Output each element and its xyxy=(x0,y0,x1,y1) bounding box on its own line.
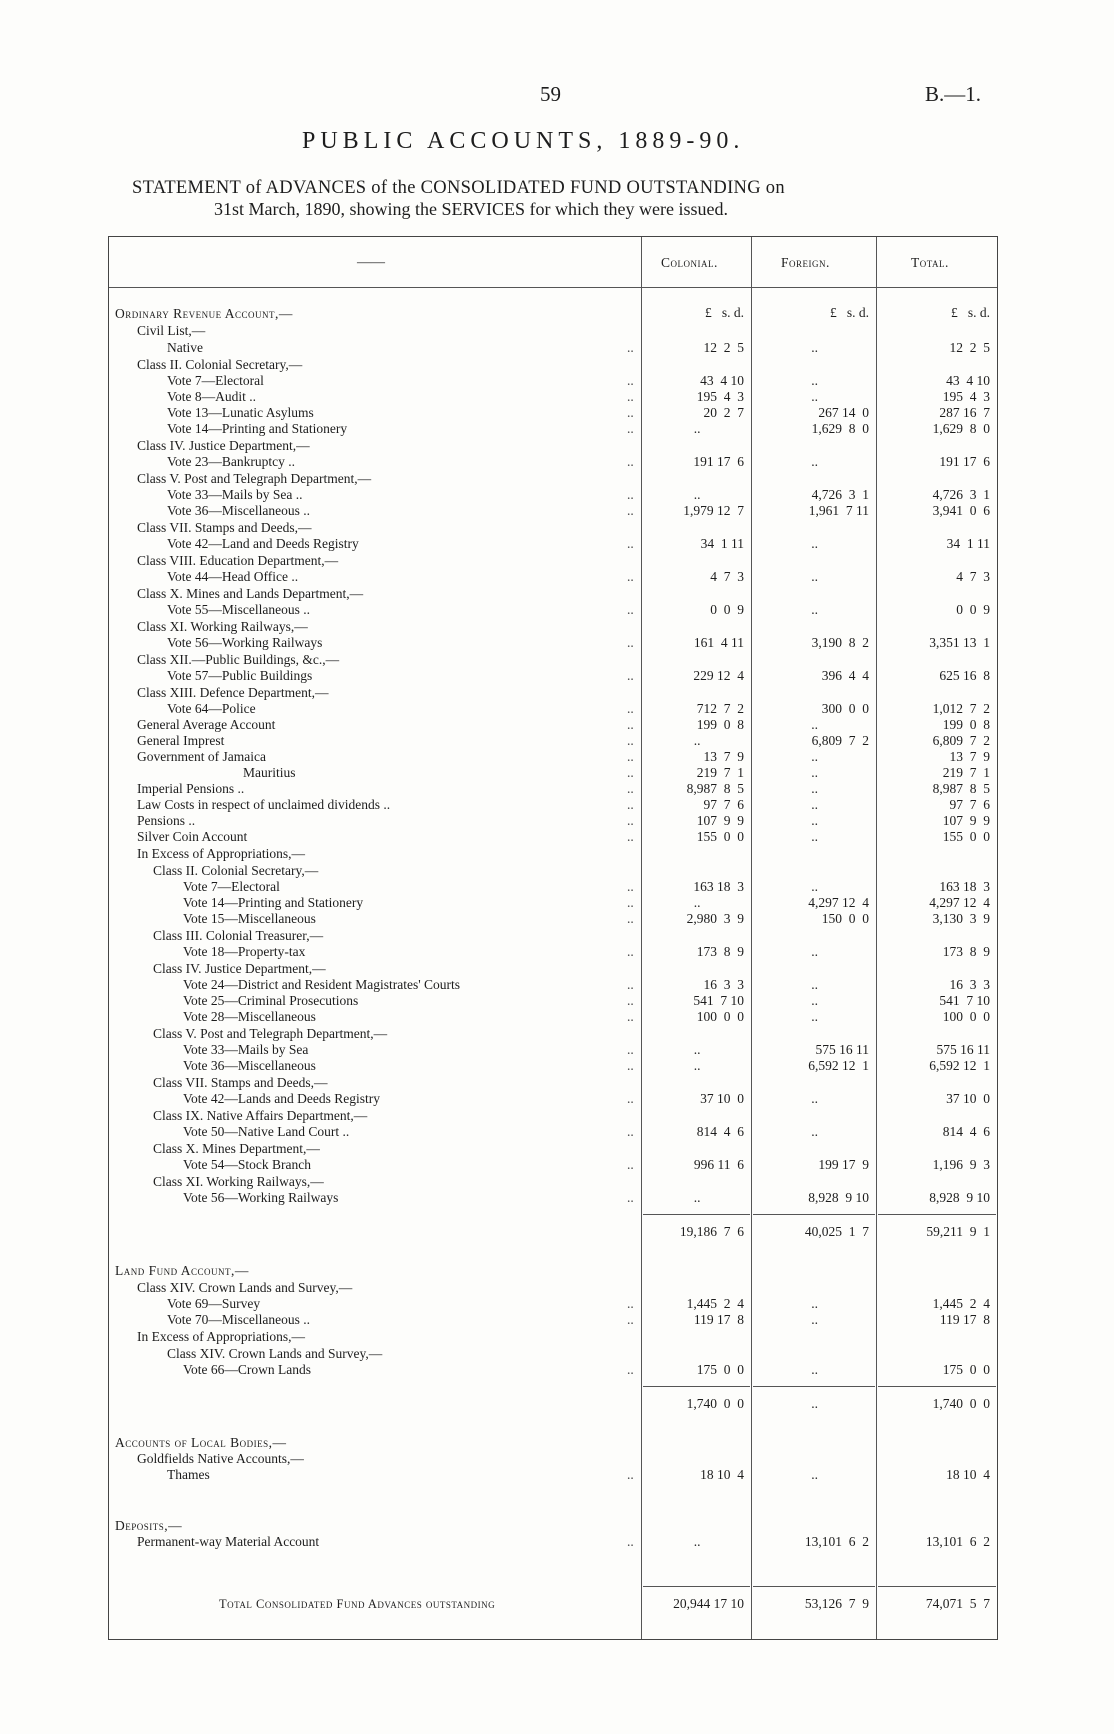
colonial-amount: 34 1 11 xyxy=(700,536,744,551)
foreign-amount: 1,961 7 11 xyxy=(808,503,869,518)
foreign-amount: .. xyxy=(811,602,818,617)
leader-dots: .. xyxy=(627,1009,634,1024)
row-label: Class V. Post and Telegraph Department,— xyxy=(153,1026,388,1041)
total-amount: 1,445 2 4 xyxy=(932,1296,990,1311)
leader-dots: .. xyxy=(627,373,634,388)
foreign-amount: .. xyxy=(811,373,818,388)
foreign-amount: 150 0 0 xyxy=(821,911,869,926)
row-label: Mauritius xyxy=(243,765,296,780)
row-label: Vote 44—Head Office .. xyxy=(167,569,299,584)
foreign-amount: 6,592 12 1 xyxy=(808,1058,869,1073)
row-label: Class X. Mines Department,— xyxy=(153,1141,320,1156)
column-rule xyxy=(876,237,877,1639)
column-rule xyxy=(751,237,752,1639)
foreign-amount: .. xyxy=(811,993,818,1008)
row-label: Class VIII. Education Department,— xyxy=(137,553,339,568)
leader-dots: .. xyxy=(627,977,634,992)
row-label: Class II. Colonial Secretary,— xyxy=(153,863,319,878)
grand-total-label: Total Consolidated Fund Advances outstanding xyxy=(219,1597,496,1611)
foreign-amount: 300 0 0 xyxy=(821,701,869,716)
foreign-amount: .. xyxy=(811,717,818,732)
total-amount: 173 8 9 xyxy=(942,944,990,959)
sum-rule xyxy=(878,1586,996,1587)
leader-dots: .. xyxy=(627,421,634,436)
row-label: Vote 56—Working Railways xyxy=(183,1190,339,1205)
colonial-amount: 155 0 0 xyxy=(696,829,744,844)
foreign-amount: .. xyxy=(811,340,818,355)
foreign-amount: 40,025 1 7 xyxy=(804,1224,869,1239)
row-label: Pensions .. xyxy=(137,813,196,828)
colonial-amount: 163 18 3 xyxy=(693,879,744,894)
foreign-amount: 199 17 9 xyxy=(818,1157,869,1172)
total-amount: 191 17 6 xyxy=(939,454,990,469)
row-label: Class IV. Justice Department,— xyxy=(137,438,310,453)
colonial-amount: 2,980 3 9 xyxy=(686,911,744,926)
row-label: Civil List,— xyxy=(137,323,206,338)
row-label: General Average Account xyxy=(137,717,276,732)
total-amount: 37 10 0 xyxy=(946,1091,990,1106)
row-label: General Imprest xyxy=(137,733,225,748)
row-label: Vote 14—Printing and Stationery xyxy=(167,421,348,436)
total-amount: 155 0 0 xyxy=(942,829,990,844)
row-label: Vote 57—Public Buildings xyxy=(167,668,313,683)
row-label: Vote 56—Working Railways xyxy=(167,635,323,650)
leader-dots: .. xyxy=(627,389,634,404)
row-label: Class XIII. Defence Department,— xyxy=(137,685,329,700)
leader-dots: .. xyxy=(627,1312,634,1327)
leader-dots: .. xyxy=(627,569,634,584)
row-label: Vote 66—Crown Lands xyxy=(183,1362,311,1377)
row-label: Class V. Post and Telegraph Department,— xyxy=(137,471,372,486)
row-label: Class X. Mines and Lands Department,— xyxy=(137,586,364,601)
total-amount: 541 7 10 xyxy=(939,993,990,1008)
leader-dots: .. xyxy=(627,1042,634,1057)
row-label: Vote 33—Mails by Sea .. xyxy=(167,487,303,502)
total-amount: 100 0 0 xyxy=(942,1009,990,1024)
row-label: In Excess of Appropriations,— xyxy=(137,1329,305,1344)
leader-dots: .. xyxy=(627,1296,634,1311)
colonial-amount: 814 4 6 xyxy=(696,1124,744,1139)
total-amount: 199 0 8 xyxy=(942,717,990,732)
colonial-amount: 8,987 8 5 xyxy=(686,781,744,796)
leader-dots: .. xyxy=(627,765,634,780)
total-amount: 4 7 3 xyxy=(956,569,990,584)
total-amount: 8,987 8 5 xyxy=(932,781,990,796)
leader-dots: .. xyxy=(627,340,634,355)
statement-subtitle: 31st March, 1890, showing the SERVICES for which they were issued. xyxy=(214,199,728,219)
foreign-amount: 8,928 9 10 xyxy=(808,1190,869,1205)
foreign-amount: .. xyxy=(811,977,818,992)
foreign-amount: 267 14 0 xyxy=(818,405,869,420)
header-foreign: Foreign. xyxy=(781,255,830,270)
total-amount: 575 16 11 xyxy=(936,1042,990,1057)
leader-dots: .. xyxy=(627,895,634,910)
sum-rule xyxy=(753,1214,875,1215)
leader-dots: .. xyxy=(627,717,634,732)
row-label: Vote 13—Lunatic Asylums xyxy=(167,405,314,420)
foreign-amount: .. xyxy=(811,781,818,796)
row-label: Native xyxy=(167,340,203,355)
total-amount: 34 1 11 xyxy=(946,536,990,551)
colonial-amount: 4 7 3 xyxy=(710,569,744,584)
row-label: Vote 7—Electoral xyxy=(167,373,264,388)
foreign-amount: .. xyxy=(811,1091,818,1106)
colonial-amount: 1,445 2 4 xyxy=(686,1296,744,1311)
foreign-amount: .. xyxy=(811,944,818,959)
foreign-amount: 396 4 4 xyxy=(821,668,869,683)
leader-dots: .. xyxy=(627,1190,634,1205)
total-amount: 4,297 12 4 xyxy=(929,895,990,910)
row-label: Vote 36—Miscellaneous xyxy=(183,1058,316,1073)
foreign-amount: .. xyxy=(811,813,818,828)
row-label: Class IX. Native Affairs Department,— xyxy=(153,1108,368,1123)
foreign-amount: 53,126 7 9 xyxy=(804,1596,869,1611)
advances-table xyxy=(108,236,998,1640)
row-label: Vote 14—Printing and Stationery xyxy=(183,895,364,910)
foreign-amount: .. xyxy=(811,749,818,764)
total-amount: 107 9 9 xyxy=(942,813,990,828)
colonial-amount: 43 4 10 xyxy=(700,373,744,388)
row-label: Vote 7—Electoral xyxy=(183,879,280,894)
colonial-amount: 20 2 7 xyxy=(703,405,744,420)
foreign-amount: .. xyxy=(811,1296,818,1311)
total-amount: 13,101 6 2 xyxy=(925,1534,990,1549)
foreign-amount: .. xyxy=(811,765,818,780)
colonial-amount: 1,979 12 7 xyxy=(683,503,744,518)
row-label: Vote 24—District and Resident Magistrates' Courts xyxy=(183,977,461,992)
page-number: 59 xyxy=(540,82,561,106)
statement-title: STATEMENT of ADVANCES of the CONSOLIDATED FUND OUTSTANDING on xyxy=(132,178,785,198)
row-label: Vote 69—Survey xyxy=(167,1296,261,1311)
foreign-amount: .. xyxy=(811,1009,818,1024)
row-label: Class II. Colonial Secretary,— xyxy=(137,357,303,372)
sum-rule xyxy=(643,1214,750,1215)
colonial-amount: .. xyxy=(693,895,701,910)
sum-rule xyxy=(753,1386,875,1387)
foreign-amount: 3,190 8 2 xyxy=(811,635,869,650)
foreign-amount: 6,809 7 2 xyxy=(811,733,869,748)
row-label: Vote 25—Criminal Prosecutions xyxy=(183,993,359,1008)
sum-rule xyxy=(878,1214,996,1215)
total-amount: 625 16 8 xyxy=(939,668,990,683)
row-label: Vote 23—Bankruptcy .. xyxy=(167,454,295,469)
row-label: Class XIV. Crown Lands and Survey,— xyxy=(167,1346,383,1361)
total-amount: 59,211 9 1 xyxy=(926,1224,990,1239)
colonial-amount: .. xyxy=(693,733,701,748)
total-amount: 219 7 1 xyxy=(942,765,990,780)
total-amount: 97 7 6 xyxy=(949,797,990,812)
colonial-amount: 0 0 9 xyxy=(710,602,744,617)
row-label: Imperial Pensions .. xyxy=(137,781,245,796)
leader-dots: .. xyxy=(627,911,634,926)
total-amount: 18 10 4 xyxy=(946,1467,990,1482)
total-amount: 1,740 0 0 xyxy=(932,1396,990,1411)
row-label: Class IV. Justice Department,— xyxy=(153,961,326,976)
leader-dots: .. xyxy=(627,635,634,650)
leader-dots: .. xyxy=(627,749,634,764)
leader-dots: .. xyxy=(627,879,634,894)
header-total: Total. xyxy=(911,255,949,270)
total-amount: 74,071 5 7 xyxy=(925,1596,990,1611)
row-label: Vote 33—Mails by Sea xyxy=(183,1042,309,1057)
row-label: Vote 54—Stock Branch xyxy=(183,1157,311,1172)
total-amount: 43 4 10 xyxy=(946,373,990,388)
foreign-amount: 575 16 11 xyxy=(815,1042,869,1057)
total-amount: 1,629 8 0 xyxy=(932,421,990,436)
total-amount: 16 3 3 xyxy=(949,977,990,992)
foreign-amount: .. xyxy=(811,536,818,551)
leader-dots: .. xyxy=(627,503,634,518)
leader-dots: .. xyxy=(627,1467,634,1482)
row-label: Vote 15—Miscellaneous xyxy=(183,911,316,926)
sum-rule xyxy=(878,1386,996,1387)
colonial-amount: .. xyxy=(693,1534,701,1549)
foreign-amount: 4,726 3 1 xyxy=(811,487,869,502)
currency-head-total: £ s. d. xyxy=(950,305,990,320)
row-label: Class XIV. Crown Lands and Survey,— xyxy=(137,1280,353,1295)
total-amount: 4,726 3 1 xyxy=(932,487,990,502)
total-amount: 163 18 3 xyxy=(939,879,990,894)
leader-dots: .. xyxy=(627,602,634,617)
row-label: In Excess of Appropriations,— xyxy=(137,846,305,861)
total-amount: 3,351 13 1 xyxy=(929,635,990,650)
colonial-amount: .. xyxy=(693,487,701,502)
currency-head-colonial: £ s. d. xyxy=(704,305,744,320)
total-amount: 6,592 12 1 xyxy=(929,1058,990,1073)
leader-dots: .. xyxy=(627,1058,634,1073)
foreign-amount: .. xyxy=(811,1467,818,1482)
foreign-amount: .. xyxy=(811,1396,818,1411)
leader-dots: .. xyxy=(627,701,634,716)
total-amount: 6,809 7 2 xyxy=(932,733,990,748)
total-amount: 12 2 5 xyxy=(949,340,990,355)
leader-dots: .. xyxy=(627,797,634,812)
leader-dots: .. xyxy=(627,993,634,1008)
row-label: Class VII. Stamps and Deeds,— xyxy=(137,520,312,535)
leader-dots: .. xyxy=(627,944,634,959)
colonial-amount: 12 2 5 xyxy=(703,340,744,355)
colonial-amount: 219 7 1 xyxy=(696,765,744,780)
colonial-amount: 195 4 3 xyxy=(696,389,744,404)
colonial-amount: 1,740 0 0 xyxy=(686,1396,744,1411)
colonial-amount: .. xyxy=(693,1042,701,1057)
colonial-amount: 107 9 9 xyxy=(696,813,744,828)
header-colonial: Colonial. xyxy=(661,255,718,270)
foreign-amount: 4,297 12 4 xyxy=(808,895,869,910)
section-heading: Ordinary Revenue Account,— xyxy=(115,306,293,321)
section-heading: Land Fund Account,— xyxy=(115,1263,249,1278)
total-amount: 13 7 9 xyxy=(949,749,990,764)
sum-rule xyxy=(753,1586,875,1587)
total-amount: 8,928 9 10 xyxy=(929,1190,990,1205)
leader-dots: .. xyxy=(627,781,634,796)
foreign-amount: .. xyxy=(811,389,818,404)
leader-dots: .. xyxy=(627,813,634,828)
colonial-amount: 161 4 11 xyxy=(693,635,744,650)
colonial-amount: 16 3 3 xyxy=(703,977,744,992)
row-label: Thames xyxy=(167,1467,210,1482)
row-label: Government of Jamaica xyxy=(137,749,266,764)
foreign-amount: .. xyxy=(811,1124,818,1139)
colonial-amount: .. xyxy=(693,1190,701,1205)
leader-dots: .. xyxy=(627,829,634,844)
colonial-amount: 712 7 2 xyxy=(696,701,744,716)
row-label: Law Costs in respect of unclaimed dividends .. xyxy=(137,797,391,812)
section-heading: Deposits,— xyxy=(115,1518,183,1533)
total-amount: 814 4 6 xyxy=(942,1124,990,1139)
colonial-amount: 13 7 9 xyxy=(703,749,744,764)
foreign-amount: .. xyxy=(811,1362,818,1377)
total-amount: 1,012 7 2 xyxy=(932,701,990,716)
total-amount: 1,196 9 3 xyxy=(932,1157,990,1172)
foreign-amount: 13,101 6 2 xyxy=(804,1534,869,1549)
foreign-amount: .. xyxy=(811,454,818,469)
colonial-amount: 191 17 6 xyxy=(693,454,744,469)
row-label: Vote 28—Miscellaneous xyxy=(183,1009,316,1024)
colonial-amount: 37 10 0 xyxy=(700,1091,744,1106)
leader-dots: .. xyxy=(627,454,634,469)
sum-rule xyxy=(643,1386,750,1387)
total-amount: 3,941 0 6 xyxy=(932,503,990,518)
leader-dots: .. xyxy=(627,668,634,683)
leader-dots: .. xyxy=(627,1124,634,1139)
page-reference: B.—1. xyxy=(925,82,982,106)
row-label: Permanent-way Material Account xyxy=(137,1534,320,1549)
foreign-amount: 1,629 8 0 xyxy=(811,421,869,436)
colonial-amount: 18 10 4 xyxy=(700,1467,744,1482)
leader-dots: .. xyxy=(627,1534,634,1549)
page-title: PUBLIC ACCOUNTS, 1889-90. xyxy=(302,128,745,154)
sum-rule xyxy=(643,1586,750,1587)
colonial-amount: 19,186 7 6 xyxy=(679,1224,744,1239)
leader-dots: .. xyxy=(627,1362,634,1377)
total-amount: 175 0 0 xyxy=(942,1362,990,1377)
row-label: Goldfields Native Accounts,— xyxy=(137,1451,304,1466)
leader-dots: .. xyxy=(627,733,634,748)
colonial-amount: .. xyxy=(693,421,701,436)
leader-dots: .. xyxy=(627,1091,634,1106)
colonial-amount: 541 7 10 xyxy=(693,993,744,1008)
leader-dots: .. xyxy=(627,487,634,502)
total-amount: 0 0 9 xyxy=(956,602,990,617)
row-label: Vote 64—Police xyxy=(167,701,256,716)
row-label: Vote 55—Miscellaneous .. xyxy=(167,602,310,617)
row-label: Class XII.—Public Buildings, &c.,— xyxy=(137,652,340,667)
header-rule xyxy=(109,287,997,288)
row-label: Class III. Colonial Treasurer,— xyxy=(153,928,324,943)
row-label: Vote 8—Audit .. xyxy=(167,389,257,404)
foreign-amount: .. xyxy=(811,879,818,894)
leader-dots: .. xyxy=(627,405,634,420)
colonial-amount: 100 0 0 xyxy=(696,1009,744,1024)
foreign-amount: .. xyxy=(811,797,818,812)
header-blank: —— xyxy=(357,255,385,270)
total-amount: 195 4 3 xyxy=(942,389,990,404)
total-amount: 287 16 7 xyxy=(939,405,990,420)
total-amount: 119 17 8 xyxy=(939,1312,990,1327)
colonial-amount: 173 8 9 xyxy=(696,944,744,959)
currency-head-foreign: £ s. d. xyxy=(829,305,869,320)
row-label: Class XI. Working Railways,— xyxy=(153,1174,324,1189)
colonial-amount: 229 12 4 xyxy=(693,668,744,683)
foreign-amount: .. xyxy=(811,829,818,844)
colonial-amount: 175 0 0 xyxy=(696,1362,744,1377)
foreign-amount: .. xyxy=(811,569,818,584)
row-label: Class VII. Stamps and Deeds,— xyxy=(153,1075,328,1090)
foreign-amount: .. xyxy=(811,1312,818,1327)
colonial-amount: .. xyxy=(693,1058,701,1073)
row-label: Vote 18—Property-tax xyxy=(183,944,306,959)
leader-dots: .. xyxy=(627,1157,634,1172)
row-label: Silver Coin Account xyxy=(137,829,248,844)
section-heading: Accounts of Local Bodies,— xyxy=(115,1435,287,1450)
row-label: Vote 50—Native Land Court .. xyxy=(183,1124,350,1139)
colonial-amount: 97 7 6 xyxy=(703,797,744,812)
row-label: Vote 70—Miscellaneous .. xyxy=(167,1312,310,1327)
row-label: Vote 42—Land and Deeds Registry xyxy=(167,536,359,551)
row-label: Class XI. Working Railways,— xyxy=(137,619,308,634)
total-amount: 3,130 3 9 xyxy=(932,911,990,926)
row-label: Vote 36—Miscellaneous .. xyxy=(167,503,310,518)
column-rule xyxy=(641,237,642,1639)
colonial-amount: 119 17 8 xyxy=(693,1312,744,1327)
leader-dots: .. xyxy=(627,536,634,551)
colonial-amount: 199 0 8 xyxy=(696,717,744,732)
row-label: Vote 42—Lands and Deeds Registry xyxy=(183,1091,380,1106)
colonial-amount: 996 11 6 xyxy=(693,1157,744,1172)
colonial-amount: 20,944 17 10 xyxy=(673,1596,744,1611)
